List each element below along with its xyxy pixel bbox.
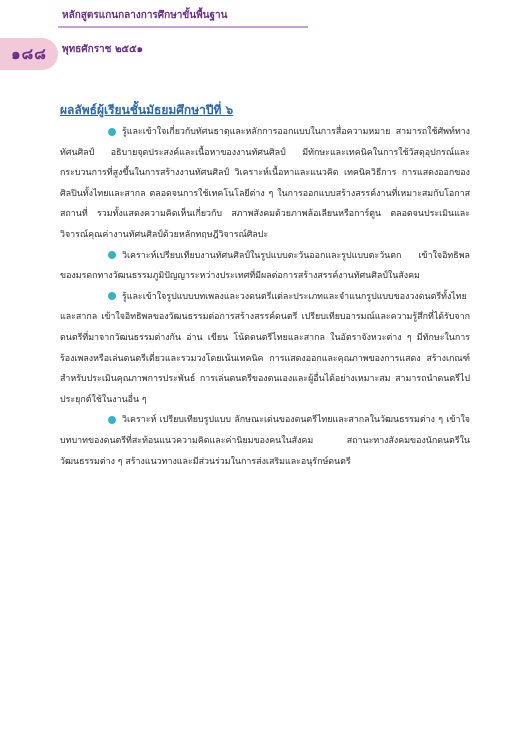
running-header-year: พุทธศักราช ๒๕๕๑: [62, 44, 144, 55]
bullet-icon: [108, 416, 116, 424]
paragraph: [60, 246, 470, 287]
paragraph: [60, 122, 470, 246]
running-header-title: หลักสูตรแกนกลางการศึกษาขั้นพื้นฐาน: [62, 10, 228, 21]
paragraph-text: วิเคราะห์ เปรียบเทียบรูปแบบ ลักษณะเด่นของดนตรีไทยและสากลในวัฒนธรรมต่าง ๆ เข้าใจบทบาทของดนตรีที่สะท้อนแนวความคิดและค่านิยมของคนในสังคม สถานะทางสังคมของนักดนตรีในวัฒนธรรมต่าง ๆ สร้างแนวทางและมีส่วนร่วมในการส่งเสริมและอนุรักษ์ดนตรี: [60, 415, 470, 467]
bullet-icon: [108, 292, 116, 300]
paragraph-text: รู้และเข้าใจรูปแบบบทเพลงและวงดนตรีแต่ละประเภทและจำแนกรูปแบบของวงดนตรีทั้งไทยและสากล เข้าใจอิทธิพลของวัฒนธรรมต่อการสร้างสรรค์ดนตรี เปรียบเทียบอารมณ์และความรู้สึกที่ได้รับจากดนตรีที่มาจากวัฒนธรรมต่างกัน อ่าน เขียน โน้ตดนตรีไทยและสากล ในอัตราจังหวะต่าง ๆ มีทักษะในการร้องเพลงหรือเล่นดนตรีเดี่ยวและรวมวงโดยเน้นเทคนิค การแสดงออกและคุณภาพของการแสดง สร้างเกณฑ์สำหรับประเมินคุณภาพการประพันธ์ การเล่นดนตรีของตนเองและผู้อื่นได้อย่างเหมาะสม สามารถนำดนตรีไปประยุกต์ใช้ในงานอื่น ๆ: [60, 291, 470, 405]
paragraph-text: วิเคราะห์เปรียบเทียบงานทัศนศิลป์ในรูปแบบตะวันออกและรูปแบบตะวันตก เข้าใจอิทธิพลของมรดกทางวัฒนธรรมภูมิปัญญาระหว่างประเทศที่มีผลต่อการสร้างสรรค์งานทัศนศิลป์ในสังคม: [60, 250, 470, 282]
page-number: ๑๘๘: [11, 45, 47, 63]
paragraph-text: รู้และเข้าใจเกี่ยวกับทัศนธาตุและหลักการออกแบบในการสื่อความหมาย สามารถใช้ศัพท์ทางทัศนศิลป์ อธิบายจุดประสงค์และเนื้อหาของงานทัศนศิลป์ มีทักษะและเทคนิคในการใช้วัสดุอุปกรณ์และกระบวนการที่สูงขึ้นในการสร้างงานทัศนศิลป์ วิเคราะห์เนื้อหาและแนวคิด เทคนิควิธีการ การแสดงออกของศิลปินทั้งไทยและสากล ตลอดจนการใช้เทคโนโลยีต่าง ๆ ในการออกแบบสร้างสรรค์งานที่เหมาะสมกับโอกาส สถานที่ รวมทั้งแสดงความคิดเห็นเกี่ยวกับ สภาพสังคมด้วยภาพล้อเลียนหรือการ์ตูน ตลอดจนประเมินและวิจารณ์คุณค่างานทัศนศิลป์ด้วยหลักทฤษฎีวิจารณ์ศิลปะ: [60, 127, 470, 240]
body-text: [60, 122, 470, 472]
section-heading: ผลลัพธ์ผู้เรียนชั้นมัธยมศึกษาปีที่ ๖: [60, 103, 234, 117]
bullet-icon: [108, 251, 116, 259]
paragraph: [60, 410, 470, 472]
bullet-icon: [108, 128, 116, 136]
header-rule: [58, 26, 308, 28]
paragraph: [60, 287, 470, 411]
